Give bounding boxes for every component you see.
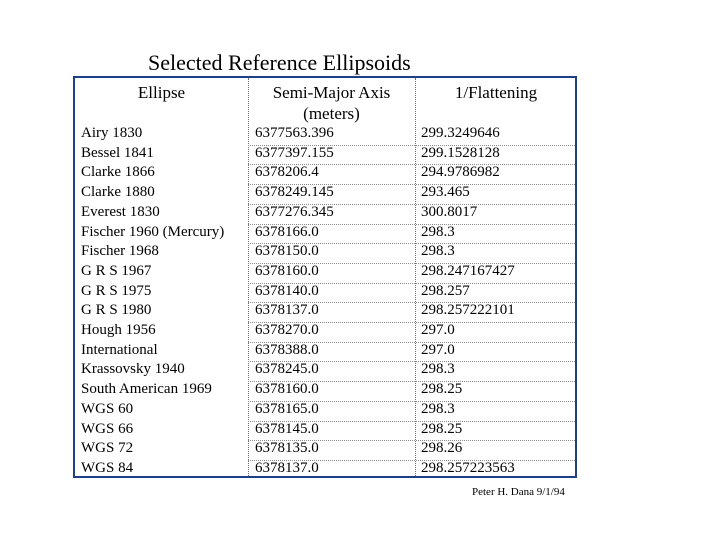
row-divider (248, 302, 575, 303)
header-semi-major-axis-text: Semi-Major Axis (meters) (272, 83, 391, 123)
row-divider (248, 224, 575, 225)
page-title: Selected Reference Ellipsoids (148, 50, 411, 75)
row-divider (248, 421, 575, 422)
semi-major-axis-value: 6378145.0 (255, 420, 319, 437)
semi-major-axis-value: 6378160.0 (255, 381, 319, 398)
ellipse-name: Clarke 1880 (81, 184, 155, 201)
row-divider (248, 263, 575, 264)
header-flattening: 1/Flattening (454, 83, 538, 102)
column-divider (415, 78, 416, 476)
ellipse-name: Hough 1956 (81, 322, 156, 338)
semi-major-axis-value: 6378137.0 (255, 459, 319, 476)
ellipsoid-table (73, 76, 577, 478)
semi-major-axis-value: 6378245.0 (255, 361, 319, 378)
row-divider (248, 204, 575, 205)
flattening-value: 297.0 (421, 322, 455, 338)
row-divider (248, 381, 575, 382)
semi-major-axis-value: 6378140.0 (255, 282, 319, 299)
header-ellipse: Ellipse (137, 83, 186, 102)
ellipse-name: G R S 1975 (81, 282, 152, 299)
author-credit: Peter H. Dana 9/1/94 (472, 486, 565, 498)
ellipse-name: Fischer 1960 (Mercury) (81, 223, 225, 240)
semi-major-axis-value: 6378249.145 (255, 184, 334, 201)
row-divider (248, 401, 575, 402)
row-divider (248, 460, 575, 461)
semi-major-axis-value: 6377276.345 (255, 203, 334, 220)
row-divider (248, 361, 575, 362)
row-divider (248, 440, 575, 441)
flattening-value: 299.3249646 (421, 125, 500, 141)
ellipse-name: WGS 66 (81, 420, 134, 437)
row-divider (248, 283, 575, 284)
flattening-value: 298.257223563 (421, 459, 515, 476)
flattening-value: 298.3 (421, 400, 455, 417)
ellipse-name: International (81, 341, 158, 358)
flattening-value: 298.247167427 (421, 262, 515, 279)
semi-major-axis-value: 6377397.155 (255, 144, 334, 161)
ellipse-name: Fischer 1968 (81, 243, 159, 260)
flattening-value: 298.257 (421, 282, 470, 299)
semi-major-axis-value: 6378135.0 (255, 440, 319, 457)
ellipse-name: WGS 60 (81, 400, 134, 417)
row-divider (248, 145, 575, 146)
ellipse-name: Airy 1830 (81, 125, 143, 141)
flattening-value: 298.25 (421, 420, 463, 437)
ellipse-name: G R S 1967 (81, 262, 152, 279)
semi-major-axis-value: 6378206.4 (255, 164, 319, 181)
flattening-value: 293.465 (421, 184, 470, 201)
flattening-value: 299.1528128 (421, 144, 500, 161)
ellipse-name: G R S 1980 (81, 302, 152, 319)
semi-major-axis-value: 6378150.0 (255, 243, 319, 260)
ellipse-name: Bessel 1841 (81, 144, 154, 161)
ellipse-name: Krassovsky 1940 (81, 361, 185, 378)
column-divider (248, 78, 249, 476)
ellipse-name: WGS 84 (81, 459, 134, 476)
ellipse-name: South American 1969 (81, 381, 212, 398)
flattening-value: 298.25 (421, 381, 463, 398)
semi-major-axis-value: 6378270.0 (255, 322, 319, 338)
flattening-value: 298.3 (421, 361, 455, 378)
semi-major-axis-value: 6378166.0 (255, 223, 319, 240)
flattening-value: 300.8017 (421, 203, 478, 220)
semi-major-axis-value: 6378165.0 (255, 400, 319, 417)
flattening-value: 298.257222101 (421, 302, 515, 319)
semi-major-axis-value: 6377563.396 (255, 125, 334, 141)
semi-major-axis-value: 6378160.0 (255, 262, 319, 279)
ellipse-name: Everest 1830 (81, 203, 160, 220)
row-divider (248, 243, 575, 244)
row-divider (248, 342, 575, 343)
ellipse-name: Clarke 1866 (81, 164, 155, 181)
row-divider (248, 164, 575, 165)
ellipse-name: WGS 72 (81, 440, 134, 457)
flattening-value: 298.3 (421, 223, 455, 240)
flattening-value: 298.26 (421, 440, 463, 457)
row-divider (248, 184, 575, 185)
flattening-value: 297.0 (421, 341, 455, 358)
semi-major-axis-value: 6378388.0 (255, 341, 319, 358)
semi-major-axis-value: 6378137.0 (255, 302, 319, 319)
flattening-value: 298.3 (421, 243, 455, 260)
flattening-value: 294.9786982 (421, 164, 500, 181)
row-divider (248, 322, 575, 323)
header-semi-major-axis (248, 82, 415, 124)
